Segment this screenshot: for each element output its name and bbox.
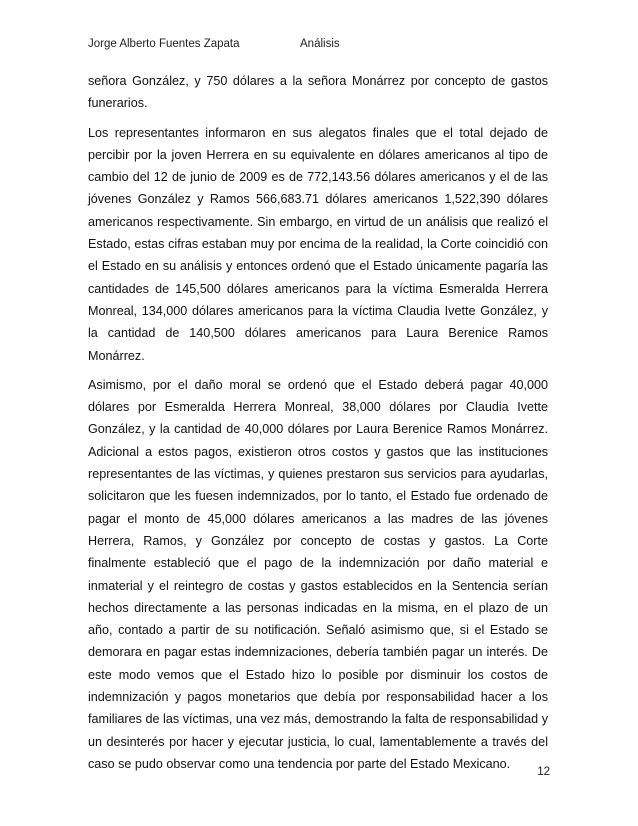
header-section-title: Análisis bbox=[300, 38, 340, 50]
page-header bbox=[88, 38, 548, 54]
paragraph: Asimismo, por el daño moral se ordenó que el Estado deberá pagar 40,000 dólares por Esmeralda Herrera Monreal, 38,000 dólares por Claudia Ivette González, y la cantidad de 40,000 dólares por Laura Berenice Ramos Monárrez. Adicional a estos pagos, existieron otros costos y gastos que las instituciones representantes de las víctimas, y quienes prestaron sus servicios para ayudarlas, solicitaron que les fuesen indemnizados, por lo tanto, el Estado fue ordenado de pagar el monto de 45,000 dólares americanos a las madres de las jóvenes Herrera, Ramos, y González por concepto de costas y gastos. La Corte finalmente estableció que el pago de la indemnización por daño material e inmaterial y el reintegro de costas y gastos establecidos en la Sentencia serían hechos directamente a las personas indicadas en la misma, en el plazo de un año, contado a partir de su notificación. Señaló asimismo que, si el Estado se demorara en pagar estas indemnizaciones, debería también pagar un interés. De este modo vemos que el Estado hizo lo posible por disminuir los costos de indemnización y pagos monetarios que debía por responsabilidad hacer a los familiares de las víctimas, una vez más, demostrando la falta de responsabilidad y un desinterés por hacer y ejecutar justicia, lo cual, lamentablemente a través del caso se pudo observar como una tendencia por parte del Estado Mexicano. bbox=[88, 377, 548, 771]
header-author: Jorge Alberto Fuentes Zapata bbox=[88, 38, 240, 50]
body-text bbox=[88, 70, 548, 782]
paragraph: Los representantes informaron en sus alegatos finales que el total dejado de percibir por la joven Herrera en su equivalente en dólares americanos al tipo de cambio del 12 de junio de 2009 es de 772,143.56 dólares americanos y el de las jóvenes González y Ramos 566,683.71 dólares americanos 1,522,390 dólares americanos respectivamente. Sin embargo, en virtud de un análisis que realizó el Estado, estas cifras estaban muy por encima de la realidad, la Corte coincidió con el Estado en su análisis y entonces ordenó que el Estado únicamente pagaría las cantidades de 145,500 dólares americanos para la víctima Esmeralda Herrera Monreal, 134,000 dólares americanos para la víctima Claudia Ivette González, y la cantidad de 140,500 dólares americanos para Laura Berenice Ramos Monárrez. bbox=[88, 125, 548, 363]
paragraph: señora González, y 750 dólares a la señora Monárrez por concepto de gastos funerarios. bbox=[88, 74, 548, 111]
page-number: 12 bbox=[537, 766, 550, 778]
